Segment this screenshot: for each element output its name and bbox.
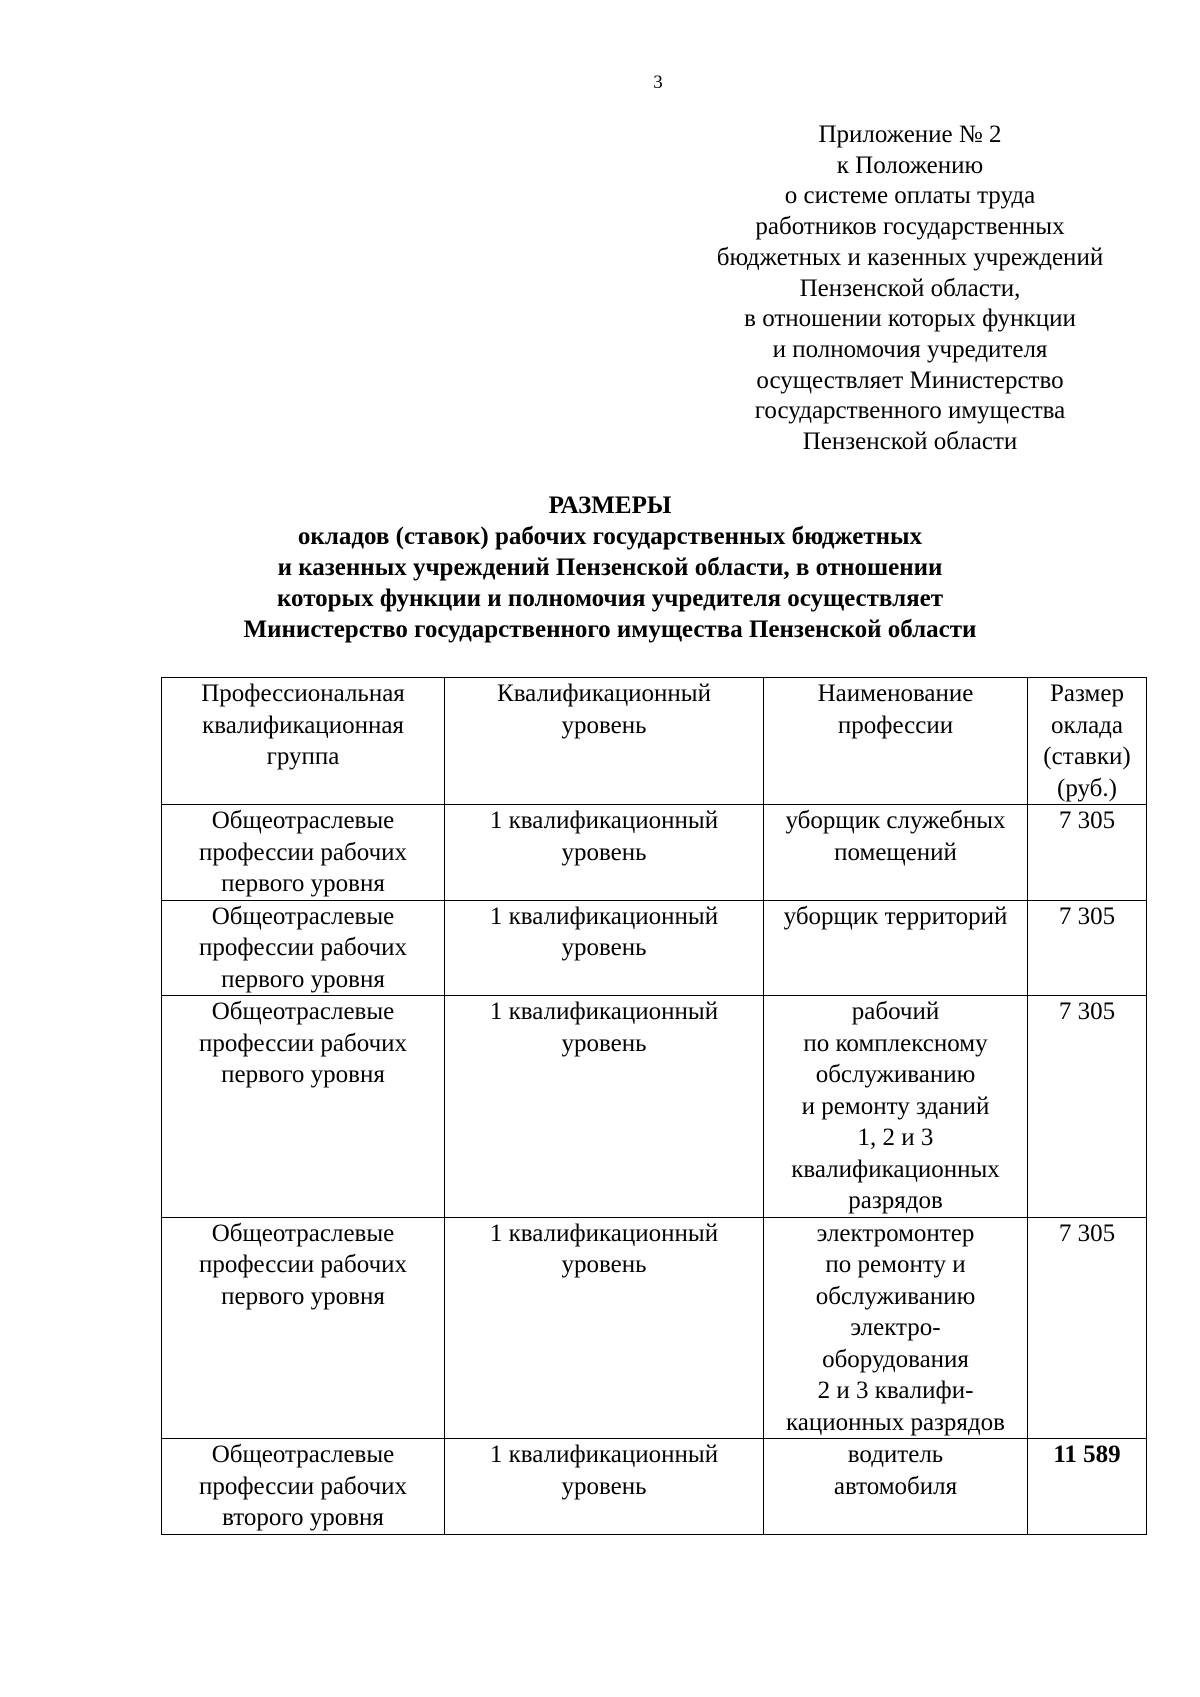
appendix-line: к Положению <box>836 151 984 179</box>
cell-profession: уборщик территорий <box>764 900 1028 996</box>
header-level: Квалификационный уровень <box>445 678 764 805</box>
cell-group: Общеотраслевые профессии рабочих второго уровня <box>162 1439 445 1535</box>
cell-group: Общеотраслевые профессии рабочих первого уровня <box>162 805 445 901</box>
appendix-line: Пензенской области <box>802 428 1018 456</box>
header-profession: Наименование профессии <box>764 678 1028 805</box>
table-row <box>162 996 1147 1218</box>
table-row <box>162 805 1147 901</box>
cell-level: 1 квалификационный уровень <box>445 900 764 996</box>
table-header-row <box>162 678 1147 805</box>
cell-salary: 7 305 <box>1028 996 1147 1218</box>
appendix-line: и полномочия учредителя <box>772 335 1048 363</box>
cell-profession: электромонтер по ремонту и обслуживанию электро- оборудования 2 и 3 квалифи- кационных разрядов <box>764 1217 1028 1439</box>
cell-group: Общеотраслевые профессии рабочих первого уровня <box>162 1217 445 1439</box>
page-number: 3 <box>653 72 663 93</box>
cell-level: 1 квалификационный уровень <box>445 1439 764 1535</box>
cell-profession: рабочий по комплексному обслуживанию и ремонту зданий 1, 2 и 3 квалификационных разрядов <box>764 996 1028 1218</box>
appendix-line: о системе оплаты труда <box>784 182 1036 210</box>
cell-group: Общеотраслевые профессии рабочих первого уровня <box>162 996 445 1218</box>
title-line: РАЗМЕРЫ <box>548 492 672 519</box>
title-line: окладов (ставок) рабочих государственных бюджетных <box>297 523 923 550</box>
appendix-line: бюджетных и казенных учреждений <box>716 243 1104 271</box>
header-salary: Размер оклада (ставки) (руб.) <box>1028 678 1147 805</box>
title-line: и казенных учреждений Пензенской области, в отношении <box>277 554 943 581</box>
appendix-line: Пензенской области, <box>799 274 1021 302</box>
appendix-line: в отношении которых функции <box>744 305 1076 333</box>
table-row <box>162 1439 1147 1535</box>
cell-profession: уборщик служебных помещений <box>764 805 1028 901</box>
table-row <box>162 900 1147 996</box>
header-group: Профессиональная квалификационная группа <box>162 678 445 805</box>
title-line: которых функции и полномочия учредителя осуществляет <box>276 585 944 612</box>
cell-salary: 7 305 <box>1028 805 1147 901</box>
cell-salary: 7 305 <box>1028 900 1147 996</box>
appendix-line: осуществляет Министерство <box>756 366 1064 394</box>
appendix-line: государственного имущества <box>754 397 1066 425</box>
cell-salary: 7 305 <box>1028 1217 1147 1439</box>
document-title <box>180 490 1040 645</box>
cell-salary: 11 589 <box>1028 1439 1147 1535</box>
salary-table <box>161 677 1147 1535</box>
cell-group: Общеотраслевые профессии рабочих первого уровня <box>162 900 445 996</box>
appendix-line: работников государственных <box>755 213 1065 241</box>
table-row <box>162 1217 1147 1439</box>
cell-level: 1 квалификационный уровень <box>445 805 764 901</box>
cell-profession: водитель автомобиля <box>764 1439 1028 1535</box>
cell-level: 1 квалификационный уровень <box>445 1217 764 1439</box>
title-line: Министерство государственного имущества Пензенской области <box>243 616 977 643</box>
appendix-header <box>680 120 1140 458</box>
cell-level: 1 квалификационный уровень <box>445 996 764 1218</box>
appendix-line: Приложение № 2 <box>818 121 1002 148</box>
